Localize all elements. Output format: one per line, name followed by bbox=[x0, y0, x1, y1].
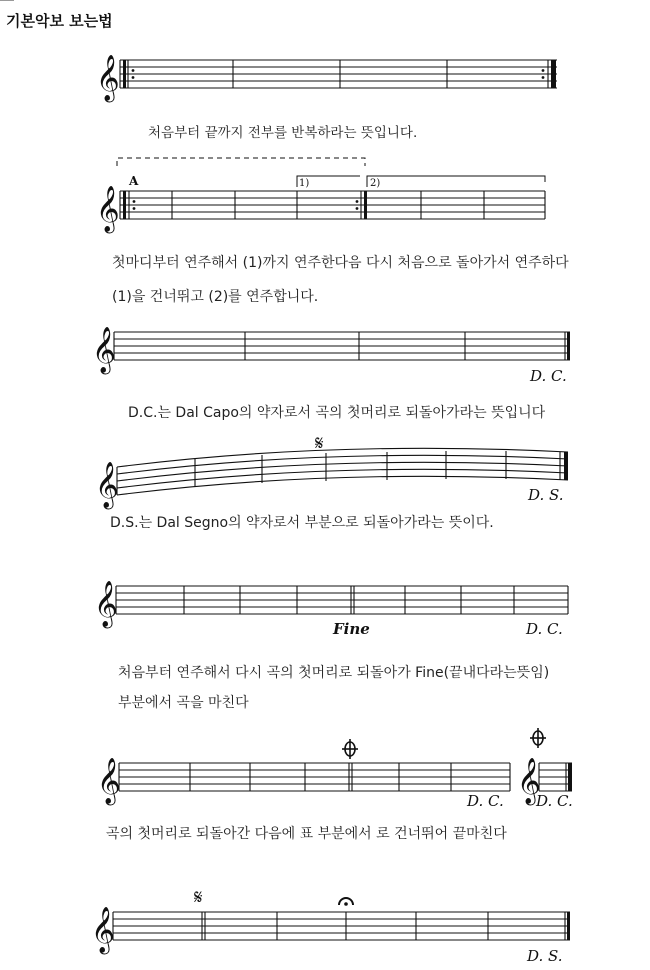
treble-clef-icon: 𝄞 bbox=[95, 462, 119, 508]
caption-dc: D.C.는 Dal Capo의 약자로서 곡의 첫머리로 되돌아가라는 뜻입니다 bbox=[128, 405, 546, 421]
staff-ds bbox=[0, 425, 650, 515]
caption-endings-line2: (1)을 건너뛰고 (2)를 연주합니다. bbox=[112, 289, 319, 305]
treble-clef-icon: 𝄞 bbox=[96, 186, 120, 232]
dc-mark: D. C. bbox=[526, 620, 563, 638]
fine-mark: Fine bbox=[333, 620, 370, 638]
caption-fine-line2: 부분에서 곡을 마친다 bbox=[118, 695, 249, 711]
staff-fine bbox=[0, 570, 650, 660]
second-ending-label: 2) bbox=[370, 178, 381, 189]
corner-line bbox=[0, 0, 14, 9]
treble-clef-icon: 𝄞 bbox=[517, 758, 541, 804]
ds-mark: D. S. bbox=[528, 486, 564, 504]
dc-mark: D. C. bbox=[467, 792, 504, 810]
treble-clef-icon: 𝄞 bbox=[94, 581, 118, 627]
treble-clef-icon: 𝄞 bbox=[96, 55, 120, 101]
page-title: 기본악보 보는법 bbox=[6, 12, 113, 30]
fermata-icon bbox=[339, 898, 353, 906]
staff-dc bbox=[0, 315, 650, 395]
dc-mark-coda: D. C. bbox=[536, 792, 573, 810]
first-ending-label: 1) bbox=[299, 178, 310, 189]
coda-icon bbox=[530, 728, 546, 748]
staff-segno-fermata bbox=[0, 880, 650, 970]
rehearsal-mark-a: A bbox=[129, 174, 139, 188]
staff-coda bbox=[0, 725, 650, 825]
treble-clef-icon: 𝄞 bbox=[91, 907, 115, 953]
caption-fine-line1: 처음부터 연주해서 다시 곡의 첫머리로 되돌아가 Fine(끝내다라는뜻임) bbox=[118, 665, 550, 681]
caption-repeat: 처음부터 끝까지 전부를 반복하라는 뜻입니다. bbox=[148, 125, 418, 141]
caption-coda: 곡의 첫머리로 되돌아간 다음에 표 부분에서 로 건너뛰어 끝마친다 bbox=[106, 826, 507, 842]
staff-endings bbox=[0, 150, 650, 250]
segno-icon: 𝄋 bbox=[315, 431, 324, 455]
ds-mark: D. S. bbox=[527, 947, 563, 965]
caption-endings-line1: 첫마디부터 연주해서 (1)까지 연주한다음 다시 처음으로 돌아가서 연주하다 bbox=[112, 255, 569, 271]
treble-clef-icon: 𝄞 bbox=[92, 327, 116, 373]
caption-ds: D.S.는 Dal Segno의 약자로서 부분으로 되돌아가라는 뜻이다. bbox=[110, 515, 494, 531]
segno-icon: 𝄋 bbox=[194, 885, 203, 909]
dc-mark: D. C. bbox=[530, 367, 567, 385]
treble-clef-icon: 𝄞 bbox=[97, 758, 121, 804]
coda-icon bbox=[342, 739, 358, 759]
